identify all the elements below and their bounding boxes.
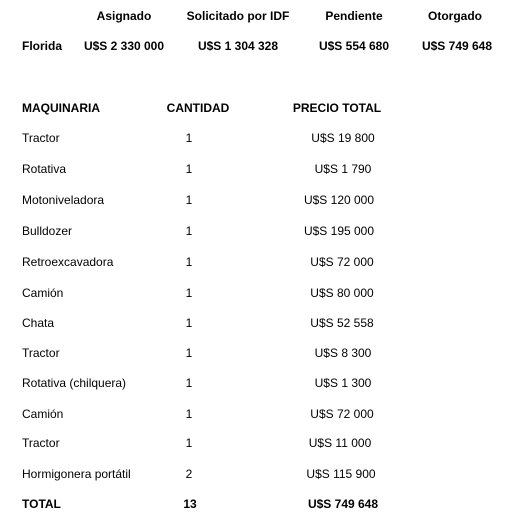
total-label: TOTAL	[22, 497, 61, 511]
header-maquinaria: MAQUINARIA	[22, 101, 100, 115]
table-row-qty: 2	[185, 467, 193, 481]
value-asignado: U$S 2 330 000	[83, 39, 165, 53]
total-price: U$S 749 648	[307, 497, 379, 511]
table-row-price: U$S 195 000	[303, 224, 375, 238]
table-row-item: Tractor	[22, 346, 60, 360]
table-row-item: Camión	[22, 286, 64, 300]
table-row-price: U$S 1 300	[314, 376, 372, 390]
table-row-item: Hormigonera portátil	[22, 467, 131, 481]
row-label-florida: Florida	[22, 39, 63, 53]
table-row-qty: 1	[185, 376, 193, 390]
table-row-qty: 1	[185, 436, 193, 450]
header-pendiente: Pendiente	[325, 9, 383, 23]
table-row-qty: 1	[185, 407, 193, 421]
table-row-item: Retroexcavadora	[22, 255, 114, 269]
table-row-qty: 1	[185, 255, 193, 269]
table-row-price: U$S 1 790	[314, 162, 372, 176]
table-row-qty: 1	[185, 346, 193, 360]
table-row-item: Bulldozer	[22, 224, 73, 238]
table-row-price: U$S 120 000	[303, 193, 375, 207]
table-row-price: U$S 8 300	[314, 346, 372, 360]
table-row-qty: 1	[185, 131, 193, 145]
table-row-price: U$S 80 000	[310, 286, 374, 300]
header-asignado: Asignado	[96, 9, 152, 23]
table-row-price: U$S 115 900	[306, 467, 376, 481]
table-row-qty: 1	[185, 224, 193, 238]
table-row-item: Tractor	[22, 436, 60, 450]
table-row-qty: 1	[185, 162, 193, 176]
table-row-item: Rotativa	[22, 162, 67, 176]
header-otorgado: Otorgado	[428, 9, 482, 23]
table-row-item: Tractor	[22, 131, 60, 145]
table-row-price: U$S 52 558	[310, 316, 374, 330]
table-row-item: Chata	[22, 316, 55, 330]
table-row-price: U$S 19 800	[311, 131, 375, 145]
table-row-item: Camión	[22, 407, 64, 421]
table-row-qty: 1	[185, 193, 193, 207]
total-qty: 13	[183, 497, 197, 511]
value-solicitado: U$S 1 304 328	[197, 39, 279, 53]
table-row-qty: 1	[185, 316, 193, 330]
value-otorgado: U$S 749 648	[421, 39, 493, 53]
header-cantidad: CANTIDAD	[166, 101, 230, 115]
header-solicitado: Solicitado por IDF	[186, 9, 290, 23]
header-precio-total: PRECIO TOTAL	[292, 101, 382, 115]
table-row-price: U$S 72 000	[310, 255, 374, 269]
table-row-item: Rotativa (chilquera)	[22, 376, 127, 390]
table-row-qty: 1	[185, 286, 193, 300]
table-row-price: U$S 72 000	[310, 407, 374, 421]
table-row-item: Motoniveladora	[22, 193, 105, 207]
table-row-price: U$S 11 000	[308, 436, 372, 450]
value-pendiente: U$S 554 680	[318, 39, 390, 53]
